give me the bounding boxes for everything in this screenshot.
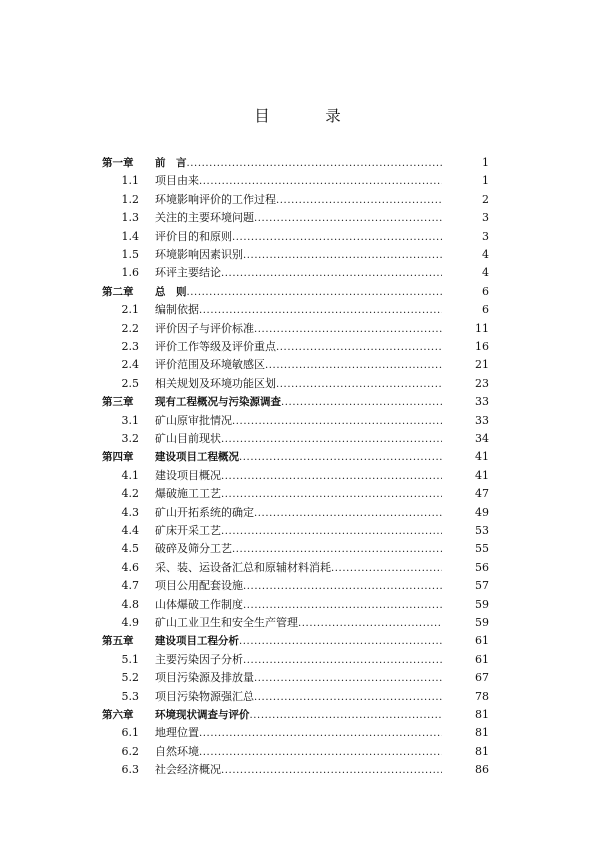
toc-entry-number: 1.3 [121,211,139,225]
toc-section-entry[interactable] [0,540,595,558]
toc-entry-title: 建设项目工程分析 [155,635,239,648]
toc-section-entry[interactable] [0,320,595,338]
toc-entry-title: 评价因子与评价标准 [155,321,254,335]
toc-entry-number: 第四章 [102,451,134,464]
toc-entry-page-number: 41 [475,450,489,464]
dot-leader [254,505,442,523]
toc-entry-number: 4.5 [121,542,139,556]
toc-entry-page-number: 1 [482,156,489,169]
toc-entry-title: 环境影响评价的工作过程 [155,192,276,206]
toc-entry-leader [155,283,442,302]
toc-section-entry[interactable] [0,761,595,779]
toc-entry-page-number: 2 [482,192,489,206]
dot-leader [239,633,442,651]
toc-chapter-entry[interactable] [0,448,595,466]
dot-leader [232,413,442,431]
toc-entry-number: 第二章 [102,285,134,298]
toc-entry-leader [155,743,442,762]
toc-entry-page-number: 3 [482,229,489,243]
toc-entry-page-number: 33 [475,413,489,427]
toc-section-entry[interactable] [0,264,595,282]
toc-entry-leader [155,485,442,504]
dot-leader [276,376,442,394]
toc-section-entry[interactable] [0,412,595,430]
toc-entry-page-number: 67 [475,671,489,685]
toc-entry-page-number: 53 [475,524,489,537]
toc-entry-leader [155,172,442,191]
toc-section-entry[interactable] [0,301,595,319]
toc-entry-number: 2.2 [121,321,139,335]
toc-entry-title: 编制依据 [155,303,199,317]
dot-leader [243,597,442,615]
toc-entry-number: 1.5 [121,248,139,261]
toc-entry-leader [155,412,442,431]
toc-entry-number: 4.9 [121,616,139,629]
toc-entry-title: 矿床开采工艺 [155,524,221,537]
toc-entry-leader [155,724,442,743]
toc-entry-leader [155,191,442,210]
toc-section-entry[interactable] [0,743,595,761]
toc-section-entry[interactable] [0,356,595,374]
dot-leader [298,615,442,633]
toc-entry-leader [155,154,442,173]
toc-entry-number: 2.5 [121,376,139,390]
toc-section-entry[interactable] [0,614,595,632]
toc-entry-leader [155,393,442,412]
toc-entry-title: 前 言 [155,157,187,169]
toc-entry-title: 建设项目工程概况 [155,451,239,464]
toc-entry-number: 6.3 [121,763,139,777]
toc-entry-page-number: 6 [482,303,489,317]
dot-leader [243,247,442,265]
toc-entry-number: 4.7 [121,579,139,593]
toc-entry-title: 环评主要结论 [155,266,221,280]
toc-entry-title: 爆破施工工艺 [155,487,221,501]
toc-entry-leader [155,632,442,651]
toc-chapter-entry[interactable] [0,393,595,411]
toc-entry-page-number: 34 [475,432,489,445]
dot-leader [199,725,442,743]
toc-entry-leader [155,577,442,596]
toc-entry-title: 社会经济概况 [155,763,221,777]
toc-section-entry[interactable] [0,504,595,522]
dot-leader [331,560,442,578]
dot-leader [221,486,442,504]
toc-entry-number: 2.1 [121,303,139,317]
dot-leader [232,541,442,559]
toc-entry-number: 1.6 [121,266,139,280]
toc-entry-title: 关注的主要环境问题 [155,211,254,225]
toc-entry-page-number: 59 [475,616,489,629]
toc-section-entry[interactable] [0,688,595,706]
toc-entry-leader [155,467,442,486]
toc-section-entry[interactable] [0,724,595,742]
toc-entry-page-number: 41 [475,468,489,482]
toc-entry-leader [155,430,442,449]
toc-entry-leader [155,706,442,725]
dot-leader [276,192,442,210]
toc-section-entry[interactable] [0,246,595,264]
toc-entry-page-number: 81 [475,744,489,758]
toc-entry-leader [155,448,442,467]
toc-entry-number: 5.1 [121,652,139,666]
toc-entry-title: 矿山原审批情况 [155,413,232,427]
toc-entry-page-number: 1 [482,174,489,188]
toc-entry-page-number: 11 [475,321,489,335]
dot-leader [199,173,442,191]
toc-entry-title: 矿山目前现状 [155,432,221,445]
toc-chapter-entry[interactable] [0,706,595,724]
toc-entry-number: 5.3 [121,689,139,703]
toc-entry-page-number: 6 [482,284,489,298]
toc-entry-title: 项目污染源及排放量 [155,671,254,685]
toc-section-entry[interactable] [0,651,595,669]
page-title: 目 录 [254,107,361,125]
toc-section-entry[interactable] [0,522,595,540]
toc-section-entry[interactable] [0,375,595,393]
toc-entry-leader [155,559,442,578]
toc-entry-title: 主要污染因子分析 [155,652,243,666]
toc-entry-page-number: 4 [482,266,489,280]
toc-entry-number: 6.2 [121,744,139,758]
toc-entry-number: 1.2 [121,192,139,206]
toc-chapter-entry[interactable] [0,632,595,650]
dot-leader [221,468,442,486]
dot-leader [221,431,442,449]
toc-entry-title: 总 则 [155,285,187,298]
toc-entry-title: 评价工作等级及评价重点 [155,340,276,353]
dot-leader [254,689,442,707]
toc-entry-title: 矿山开拓系统的确定 [155,505,254,519]
toc-entry-title: 评价范围及环境敏感区 [155,358,265,372]
toc-entry-page-number: 33 [475,395,489,409]
toc-entry-leader [155,651,442,670]
toc-section-entry[interactable] [0,209,595,227]
toc-entry-page-number: 55 [475,542,489,556]
toc-entry-page-number: 4 [482,248,489,261]
dot-leader [250,707,443,725]
toc-entry-number: 4.2 [121,487,139,501]
toc-entry-number: 6.1 [121,726,139,740]
toc-section-entry[interactable] [0,596,595,614]
toc-entry-number: 2.4 [121,358,139,372]
toc-entry-title: 环境现状调查与评价 [155,709,250,721]
dot-leader [221,265,442,283]
toc-section-entry[interactable] [0,559,595,577]
dot-leader [254,210,442,228]
toc-entry-leader [155,320,442,339]
toc-section-entry[interactable] [0,228,595,246]
toc-chapter-entry[interactable] [0,283,595,301]
toc-entry-leader [155,761,442,780]
toc-entry-leader [155,301,442,320]
toc-entry-title: 相关规划及环境功能区划 [155,376,276,390]
toc-entry-leader [155,614,442,633]
toc-entry-leader [155,669,442,688]
dot-leader [221,762,442,780]
toc-entry-number: 3.1 [121,413,139,427]
toc-entry-page-number: 61 [475,634,489,648]
toc-entry-title: 破碎及筛分工艺 [155,542,232,556]
toc-section-entry[interactable] [0,485,595,503]
toc-entry-title: 评价目的和原则 [155,229,232,243]
toc-section-entry[interactable] [0,172,595,190]
toc-entry-title: 环境影响因素识别 [155,248,243,261]
toc-section-entry[interactable] [0,430,595,448]
toc-entry-page-number: 78 [475,689,489,703]
dot-leader [254,321,442,339]
toc-entry-page-number: 23 [475,376,489,390]
toc-entry-number: 第三章 [102,396,134,409]
dot-leader [187,155,443,173]
toc-section-entry[interactable] [0,669,595,687]
toc-entry-leader [155,375,442,394]
toc-entry-page-number: 3 [482,211,489,225]
toc-chapter-entry[interactable] [0,154,595,172]
toc-entry-number: 第五章 [102,635,134,648]
toc-entry-leader [155,338,442,357]
toc-entry-leader [155,504,442,523]
toc-entry-title: 项目公用配套设施 [155,579,243,593]
toc-entry-title: 项目污染物源强汇总 [155,689,254,703]
toc-entry-title: 山体爆破工作制度 [155,597,243,611]
dot-leader [232,229,442,247]
toc-entry-leader [155,356,442,375]
toc-entry-leader [155,228,442,247]
dot-leader [281,394,442,412]
dot-leader [187,284,443,302]
toc-entry-page-number: 21 [475,358,489,372]
toc-entry-leader [155,540,442,559]
toc-entry-number: 2.3 [121,340,139,353]
dot-leader [199,302,442,320]
dot-leader [221,523,442,541]
dot-leader [254,670,442,688]
toc-entry-leader [155,246,442,265]
toc-entry-number: 1.1 [121,174,139,188]
toc-entry-title: 采、装、运设备汇总和原辅材料消耗 [155,560,331,574]
toc-section-entry[interactable] [0,577,595,595]
toc-entry-number: 3.2 [121,432,139,445]
toc-entry-title: 现有工程概况与污染源调查 [155,396,281,409]
toc-entry-page-number: 16 [475,340,489,353]
dot-leader [276,339,442,357]
toc-entry-title: 自然环境 [155,744,199,758]
toc-entry-number: 第六章 [102,709,134,721]
toc-entry-page-number: 59 [475,597,489,611]
dot-leader [265,357,442,375]
toc-entry-title: 建设项目概况 [155,468,221,482]
toc-entry-page-number: 47 [475,487,489,501]
dot-leader [243,578,442,596]
toc-section-entry[interactable] [0,338,595,356]
toc-entry-number: 4.3 [121,505,139,519]
toc-entry-title: 项目由来 [155,174,199,188]
toc-entry-leader [155,264,442,283]
toc-entry-page-number: 57 [475,579,489,593]
toc-entry-leader [155,209,442,228]
toc-entry-leader [155,596,442,615]
dot-leader [199,744,442,762]
toc-section-entry[interactable] [0,467,595,485]
toc-entry-number: 第一章 [102,157,134,169]
toc-entry-number: 4.6 [121,560,139,574]
toc-entry-page-number: 81 [475,708,489,721]
toc-entry-number: 4.1 [121,468,139,482]
toc-entry-number: 1.4 [121,229,139,243]
toc-entry-title: 矿山工业卫生和安全生产管理 [155,616,298,629]
toc-section-entry[interactable] [0,191,595,209]
toc-entry-leader [155,522,442,541]
toc-entry-number: 5.2 [121,671,139,685]
toc-entry-number: 4.8 [121,597,139,611]
toc-entry-title: 地理位置 [155,726,199,740]
dot-leader [243,652,442,670]
toc-entry-page-number: 81 [475,726,489,740]
toc-entry-leader [155,688,442,707]
toc-entry-page-number: 49 [475,505,489,519]
toc-entry-page-number: 56 [475,560,489,574]
toc-entry-number: 4.4 [121,524,139,537]
toc-entry-page-number: 86 [475,763,489,777]
dot-leader [239,449,442,467]
toc-entry-page-number: 61 [475,652,489,666]
